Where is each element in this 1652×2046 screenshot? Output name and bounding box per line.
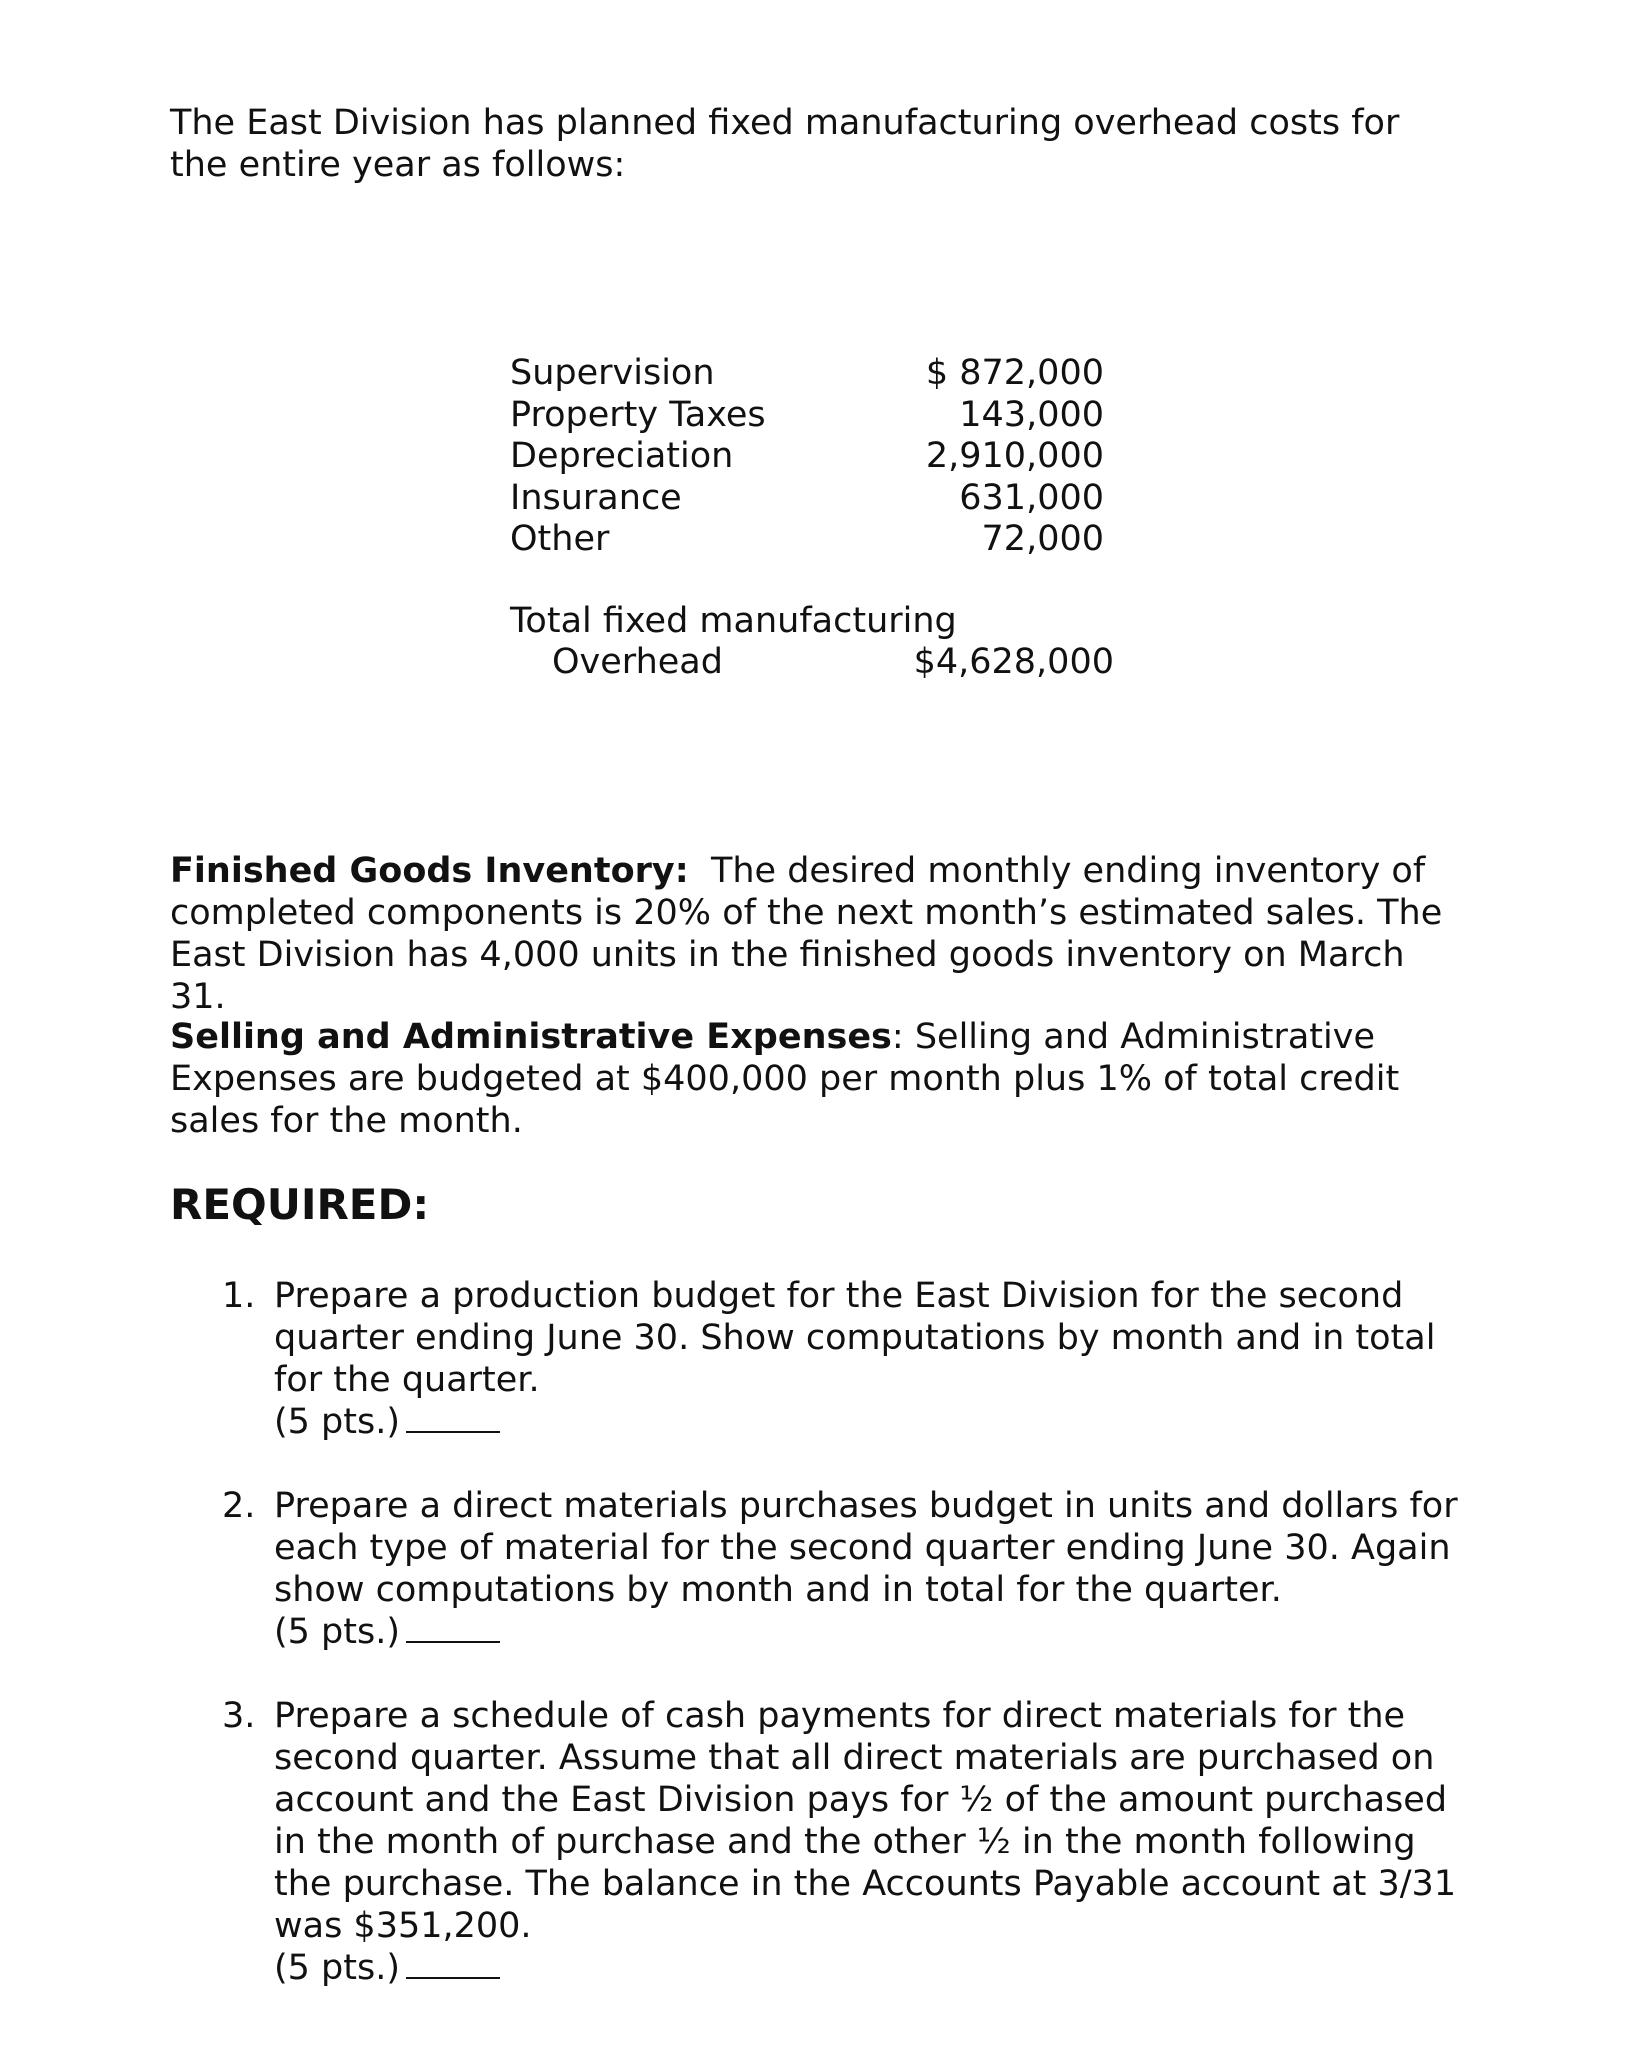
selling-admin-text: : Selling and Administrative Expenses are budgeted at $400,000 per month plus 1% of total credit sales for the month.: [170, 1017, 1400, 1141]
requirements-list: [170, 1275, 1470, 2031]
item-number: 1.: [222, 1276, 256, 1316]
item-points: (5 pts.): [274, 1612, 401, 1652]
cost-row-property-taxes: [510, 394, 1210, 436]
total-label-line2: Overhead: [552, 642, 723, 682]
cost-value: 631,000: [959, 477, 1104, 518]
selling-admin-paragraph: [170, 1016, 1460, 1142]
finished-goods-paragraph: [170, 850, 1460, 1018]
item-points: (5 pts.): [274, 1402, 401, 1442]
list-item: [170, 1695, 1470, 1989]
cost-label: Supervision: [510, 353, 715, 393]
finished-goods-text: The desired monthly ending inventory of completed components is 20% of the next month’s estimated sales. The East Division has 4,000 units in the finished goods inventory on March 31.: [170, 851, 1443, 1017]
cost-value: 72,000: [981, 519, 1104, 559]
cost-row-insurance: [510, 477, 1210, 519]
item-text: Prepare a direct materials purchases budget in units and dollars for each type of material for the second quarter ending June 30. Again show computations by month and in total for the quarter.: [274, 1486, 1458, 1610]
cost-row-supervision: [510, 352, 1210, 394]
list-item: [170, 1275, 1470, 1443]
cost-label: Insurance: [510, 477, 682, 518]
cost-label: Property Taxes: [510, 394, 766, 435]
answer-blank: [406, 1947, 500, 1979]
cost-value: 2,910,000: [925, 436, 1104, 476]
required-heading: REQUIRED:: [170, 1180, 430, 1229]
total-value: $4,628,000: [913, 642, 1114, 682]
cost-row-depreciation: [510, 435, 1210, 477]
cost-row-other: [510, 518, 1210, 560]
finished-goods-heading: Finished Goods Inventory:: [170, 851, 689, 891]
item-points: (5 pts.): [274, 1948, 401, 1988]
total-label-line1: Total fixed manufacturing: [510, 601, 957, 641]
list-item: [170, 1485, 1470, 1653]
answer-blank: [406, 1401, 500, 1433]
cost-label: Depreciation: [510, 436, 734, 476]
item-number: 3.: [222, 1696, 256, 1736]
cost-label: Other: [510, 519, 610, 559]
intro-paragraph: The East Division has planned fixed manufacturing overhead costs for the entire year as follows:: [170, 103, 1400, 185]
cost-value: 143,000: [959, 394, 1104, 435]
answer-blank: [406, 1611, 500, 1643]
item-text: Prepare a production budget for the East Division for the second quarter ending June 30. Show computations by month and in total for the quarter.: [274, 1276, 1436, 1400]
cost-value: $ 872,000: [925, 353, 1104, 393]
selling-admin-heading: Selling and Administrative Expenses: [170, 1017, 892, 1057]
overhead-cost-table: [510, 352, 1210, 560]
item-text: Prepare a schedule of cash payments for direct materials for the second quarter. Assume that all direct materials are purchased on account and the East Division pays for ½ of the amount purchased in the month of purchase and the other ½ in the month following the purchase. The balance in the Accounts Payable account at 3/31 was $351,200.: [274, 1696, 1457, 1946]
item-number: 2.: [222, 1486, 256, 1526]
